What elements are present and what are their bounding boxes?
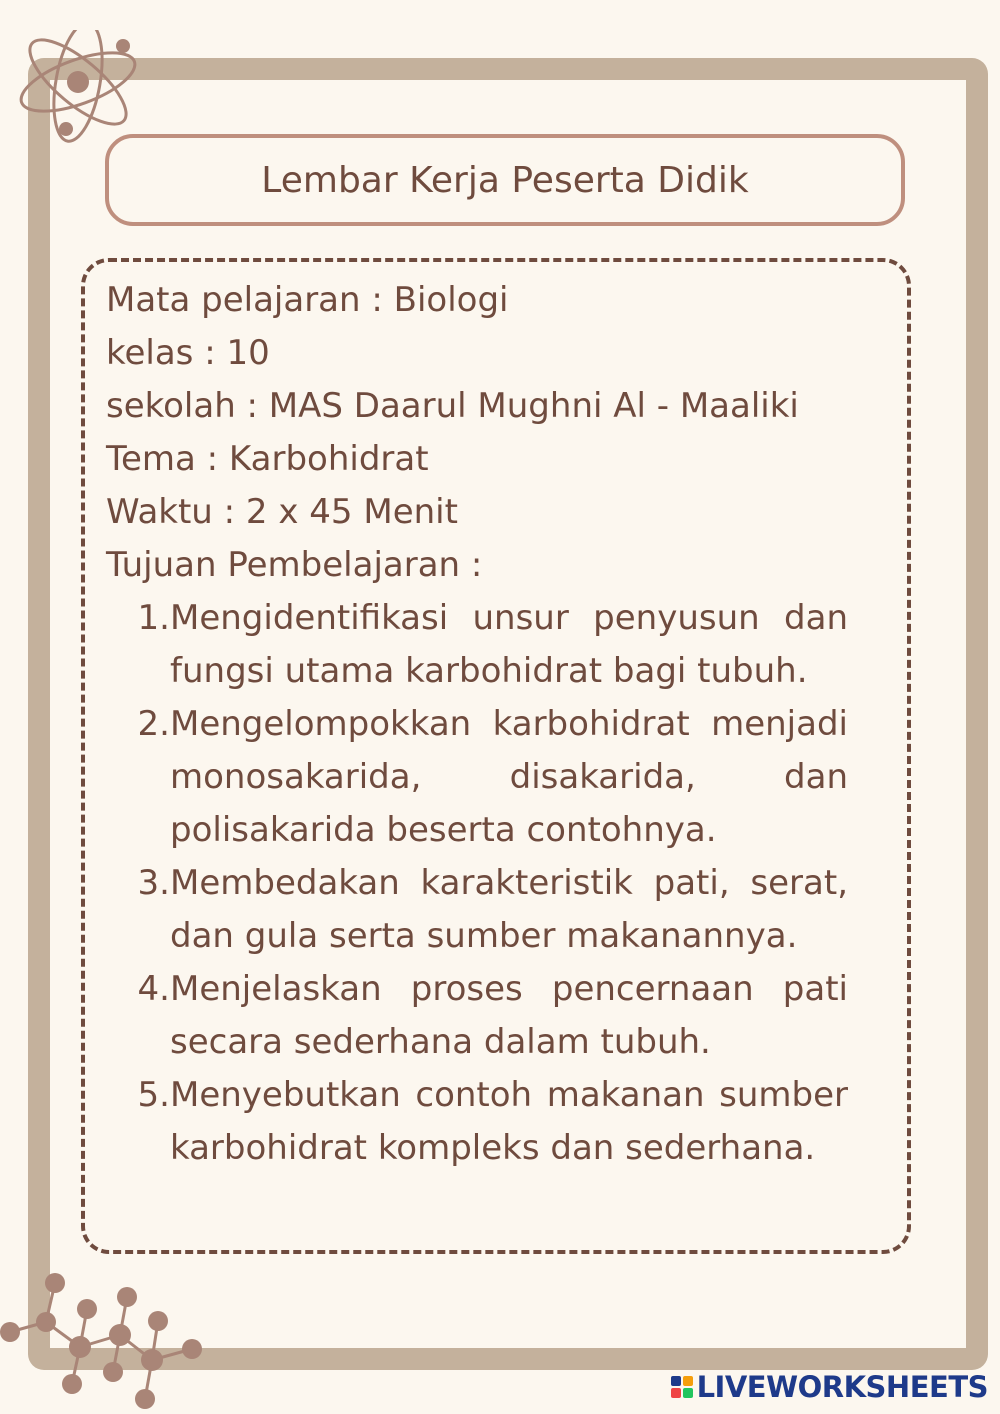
info-lines <box>106 274 866 592</box>
watermark-text: LIVEWORKSHEETS <box>696 1370 988 1404</box>
subject-line: Mata pelajaran : Biologi <box>106 280 509 320</box>
list-item <box>106 592 848 698</box>
objective-text: Mengelompokkan karbohidrat menjadi monosakarida, disakarida, dan polisakarida beserta contohnya. <box>170 704 848 850</box>
objective-text: Mengidentifikasi unsur penyusun dan fungsi utama karbohidrat bagi tubuh. <box>170 598 848 691</box>
objectives-list <box>106 592 848 1175</box>
liveworksheets-watermark <box>671 1370 988 1404</box>
theme-line: Tema : Karbohidrat <box>106 439 429 479</box>
molecule-icon <box>0 1268 215 1414</box>
list-item <box>106 698 848 857</box>
class-line: kelas : 10 <box>106 333 270 373</box>
list-item <box>106 857 848 963</box>
goals-heading: Tujuan Pembelajaran : <box>106 545 483 585</box>
list-item <box>106 1069 848 1175</box>
school-line: sekolah : MAS Daarul Mughni Al - Maaliki <box>106 386 799 426</box>
objective-number: 2. <box>137 704 170 744</box>
objective-number: 4. <box>137 969 170 1009</box>
time-line: Waktu : 2 x 45 Menit <box>106 492 458 532</box>
atom-icon <box>10 30 150 145</box>
objective-text: Menjelaskan proses pencernaan pati secara sederhana dalam tubuh. <box>170 969 848 1062</box>
worksheet-title <box>105 134 905 226</box>
objective-number: 1. <box>137 598 170 638</box>
objective-number: 3. <box>137 863 170 903</box>
objective-number: 5. <box>137 1075 170 1115</box>
list-item <box>106 963 848 1069</box>
liveworksheets-logo-icon <box>671 1376 693 1398</box>
objective-text: Membedakan karakteristik pati, serat, dan gula serta sumber makanannya. <box>170 863 848 956</box>
worksheet-title-text: Lembar Kerja Peserta Didik <box>261 159 749 201</box>
objective-text: Menyebutkan contoh makanan sumber karbohidrat kompleks dan sederhana. <box>170 1075 848 1168</box>
